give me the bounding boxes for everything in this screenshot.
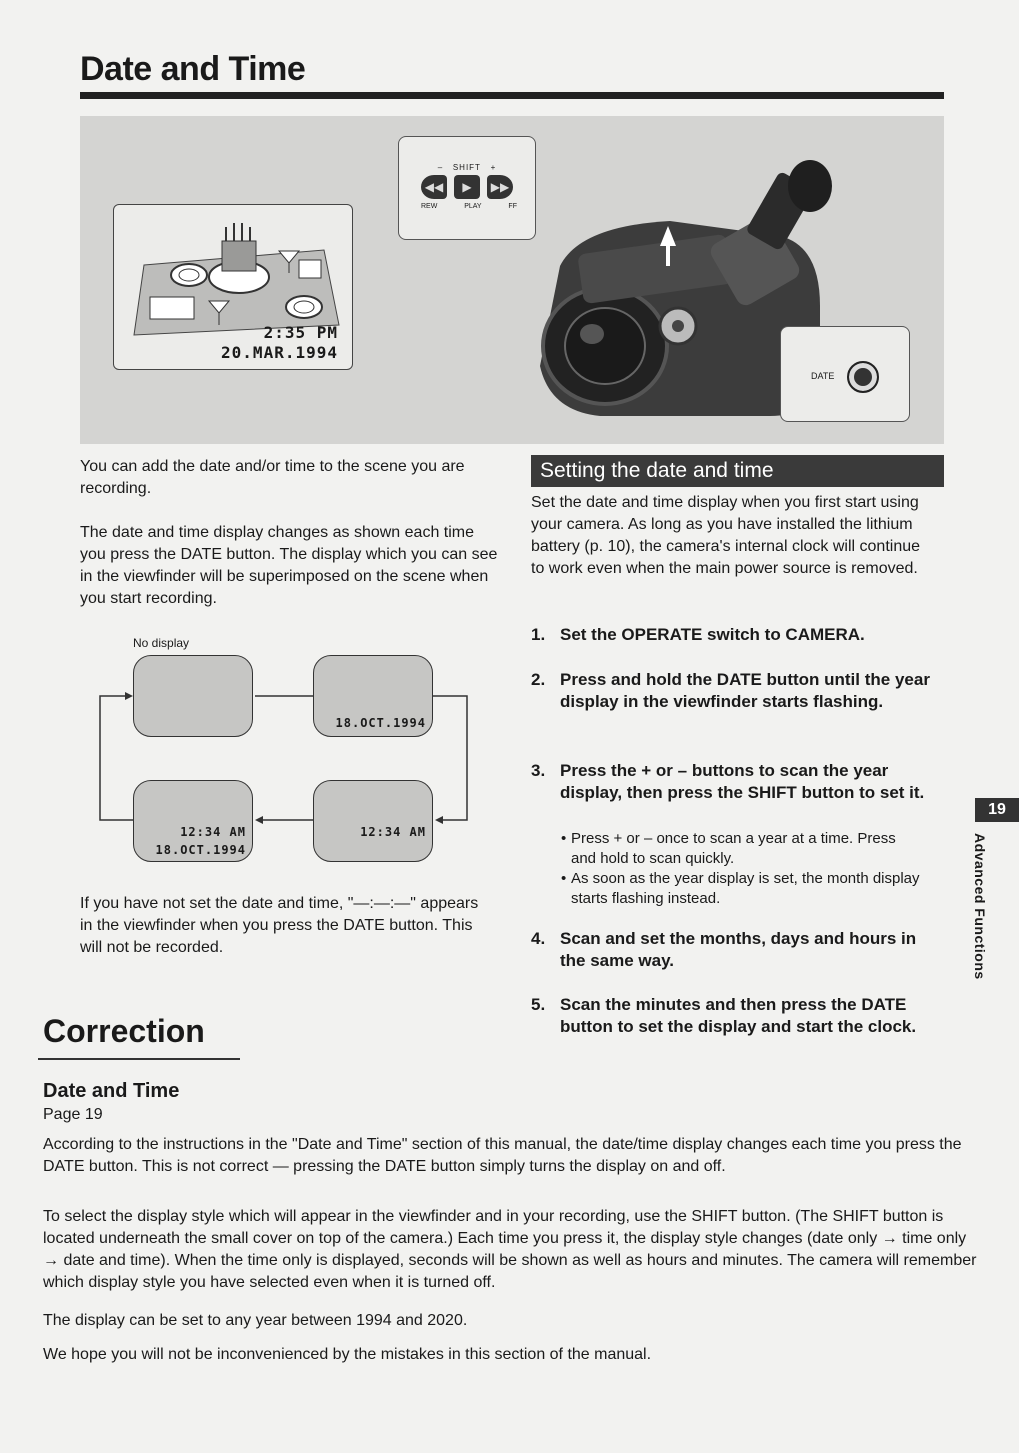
fast-forward-icon: ▶▶ — [490, 180, 510, 194]
bullet-text: Press + or – once to scan a year at a time. Press and hold to scan quickly. — [571, 830, 896, 867]
intro-paragraph-2: The date and time display changes as shown each time you press the DATE button. The display which you can see in the viewfinder will be superimposed on the scene when you start recording. — [80, 524, 498, 607]
page-number-tab: 19 — [975, 798, 1019, 822]
play-label: PLAY — [464, 203, 482, 210]
step-text: Scan and set the months, days and hours in the same way. — [560, 929, 917, 970]
step-number: 4. — [531, 929, 546, 948]
correction-rule — [38, 1058, 240, 1060]
section-heading: Setting the date and time — [531, 455, 944, 487]
ff-label: FF — [508, 203, 517, 210]
date-button-label: DATE — [811, 371, 835, 381]
title-rule — [80, 92, 944, 99]
vf-time: 12:34 AM — [360, 825, 426, 839]
play-icon: ▶ — [462, 180, 472, 194]
bullet-text: As soon as the year display is set, the month display starts flashing instead. — [571, 870, 920, 907]
ff-button[interactable] — [487, 175, 513, 199]
viewfinder-no-display — [133, 655, 253, 737]
step-number: 2. — [531, 670, 546, 689]
unset-date-note: If you have not set the date and time, "—:—:—" appears in the viewfinder when you press the DATE button. This will not be recorded. — [80, 895, 479, 956]
camera-photo — [80, 116, 944, 444]
bullet-dot: • — [561, 830, 567, 847]
date-button-inset — [780, 326, 910, 422]
step-text: Scan the minutes and then press the DATE button to set the display and start the clock. — [560, 995, 917, 1036]
vf-both-time: 12:34 AM — [180, 825, 246, 839]
correction-subtitle: Date and Time — [43, 1080, 180, 1102]
rew-button[interactable] — [421, 175, 447, 199]
vf-date: 18.OCT.1994 — [335, 716, 426, 730]
step-text: Press the + or – buttons to scan the year display, then press the SHIFT button to set it. — [560, 761, 925, 802]
scene-inset — [113, 204, 353, 370]
vf-both-date: 18.OCT.1994 — [155, 843, 246, 857]
correction-paragraph-2: To select the display style which will appear in the viewfinder and in your recording, use the SHIFT button. (The SHIFT button is located underneath the small cover on top of the camera.) Each time you press it, the display style changes (date only → time only → date and time). When the time only is displayed, seconds will be shown as well as hours and minutes. The camera will remember which display style you have selected even when it is turned off. — [43, 1208, 977, 1291]
bullet-dot: • — [561, 870, 567, 887]
correction-title: Correction — [43, 1013, 205, 1049]
rewind-icon: ◀◀ — [424, 180, 444, 194]
step-number: 5. — [531, 995, 546, 1014]
shift-label: SHIFT — [452, 163, 481, 172]
play-button[interactable] — [454, 175, 480, 199]
correction-paragraph-1: According to the instructions in the "Date and Time" section of this manual, the date/time display changes each time you press the DATE button. This is not correct — pressing the DATE button simply turns the display on and off. — [43, 1136, 962, 1175]
viewfinder-date-and-time — [133, 780, 253, 862]
shift-panel-inset — [398, 136, 536, 240]
scene-time-overlay: 2:35 PM — [263, 323, 338, 342]
step-number: 1. — [531, 625, 546, 644]
page-title: Date and Time — [80, 50, 306, 88]
viewfinder-time-only — [313, 780, 433, 862]
setting-intro: Set the date and time display when you first start using your camera. As long as you have installed the lithium battery (p. 10), the camera's internal clock will continue to work even when the main power source is removed. — [531, 494, 921, 577]
correction-paragraph-3: The display can be set to any year between 1994 and 2020. — [43, 1312, 468, 1329]
side-label-text: Advanced Functions — [972, 833, 988, 980]
viewfinder-date-only — [313, 655, 433, 737]
scene-date-overlay: 20.MAR.1994 — [221, 343, 338, 362]
intro-paragraph-1: You can add the date and/or time to the scene you are recording. — [80, 458, 465, 497]
rew-label: REW — [421, 203, 438, 210]
step-text: Set the OPERATE switch to CAMERA. — [560, 625, 865, 644]
no-display-label: No display — [133, 636, 190, 650]
side-label — [965, 830, 988, 990]
step-number: 3. — [531, 761, 546, 780]
correction-paragraph-4: We hope you will not be inconvenienced by the mistakes in this section of the manual. — [43, 1346, 652, 1363]
date-button[interactable] — [847, 361, 879, 393]
shift-plus-label: + — [490, 163, 497, 172]
shift-minus-label: – — [437, 163, 444, 172]
step-text: Press and hold the DATE button until the year display in the viewfinder starts flashing. — [560, 670, 930, 711]
correction-page-ref: Page 19 — [43, 1106, 103, 1123]
